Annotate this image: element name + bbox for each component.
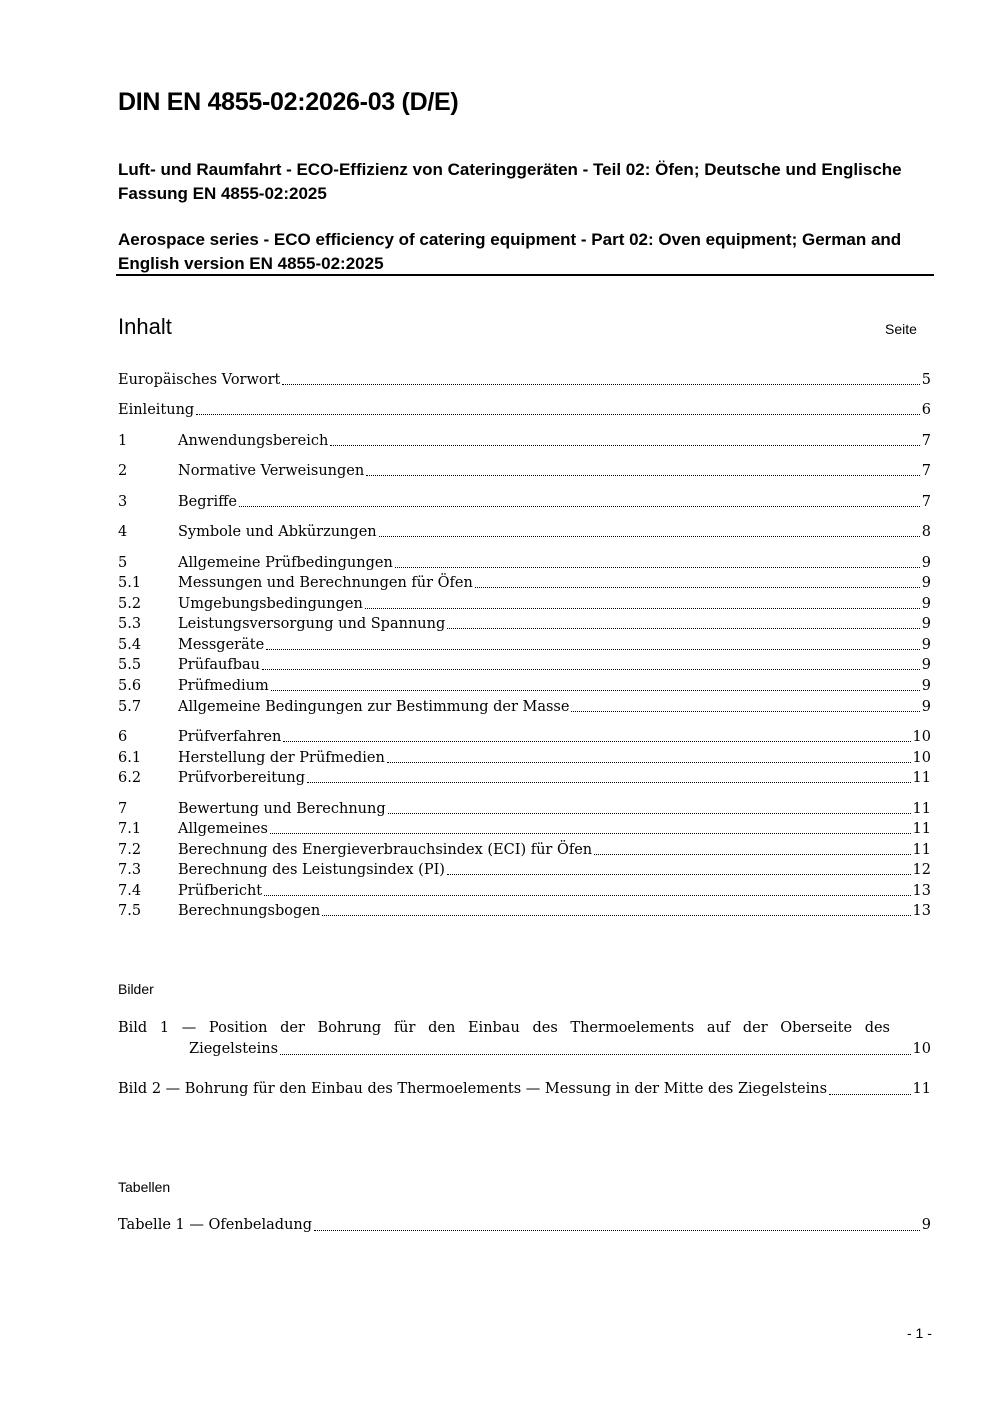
figure-entry-page: 10 [912,1041,931,1057]
toc-leader [594,854,910,855]
toc-entry[interactable] [118,370,931,390]
toc-entry-text: Allgemeines [178,821,268,837]
toc-entry-page: 10 [912,750,931,766]
toc-entry[interactable] [118,461,931,481]
toc-entry-number: 3 [118,494,128,510]
title-german: Luft- und Raumfahrt - ECO-Effizienz von Cateringgeräten - Teil 02: Öfen; Deutsche und Englische Fassung EN 4855-02:2025 [118,160,902,203]
toc-entry-number: 6 [118,729,128,745]
toc-entry-text: Berechnung des Energieverbrauchsindex (ECI) für Öfen [178,842,593,858]
title-divider [116,274,934,276]
toc-entry-text: Prüfaufbau [178,657,261,673]
figure-entry[interactable] [118,1018,931,1060]
title-english: Aerospace series - ECO efficiency of catering equipment - Part 02: Oven equipment; German and English version EN 4855-02:2025 [118,230,902,273]
toc-entry-number: 5.3 [118,616,142,632]
figure-entry-page: 11 [912,1081,931,1097]
toc-entry[interactable] [118,748,931,768]
toc-leader [280,1054,910,1055]
toc-entry-page: 11 [912,821,931,837]
toc-entry-text: Leistungsversorgung und Spannung [178,616,446,632]
toc-leader [330,445,919,446]
toc-entry[interactable] [118,553,931,573]
toc-entry-number: 7.4 [118,883,142,899]
figure-entry-text: Bild 2 — Bohrung für den Einbau des Thermoelements — Messung in der Mitte des Ziegelsteins [118,1081,828,1097]
toc-entry-number: 5.5 [118,657,142,673]
toc-entry-number: 6.1 [118,750,142,766]
toc-entry-number: 5.4 [118,637,142,653]
toc-entry-page: 11 [912,842,931,858]
toc-page-label: Seite [885,321,917,337]
toc-leader [447,874,911,875]
toc-leader [196,414,920,415]
table-entry[interactable] [118,1215,931,1236]
toc-leader [829,1094,911,1095]
toc-entry-page: 7 [921,463,931,479]
figures-heading: Bilder [118,981,154,997]
toc-leader [266,649,920,650]
toc-entry-text: Prüfbericht [178,883,263,899]
toc-entry[interactable] [118,697,931,717]
toc-entry[interactable] [118,431,931,451]
toc-entry-number: 7.2 [118,842,142,858]
toc-entry-number: 5.2 [118,596,142,612]
toc-entry-number: 7.1 [118,821,142,837]
toc-leader [366,475,920,476]
toc-entry[interactable] [118,901,931,921]
toc-entry-number: 1 [118,433,128,449]
toc-leader [379,536,920,537]
toc-entry[interactable] [118,799,931,819]
toc-entry-page: 8 [921,524,931,540]
toc-entry-text: Normative Verweisungen [178,463,365,479]
toc-entry-text: Messungen und Berechnungen für Öfen [178,575,473,591]
document-title: DIN EN 4855-02:2026-03 (D/E) [118,88,459,116]
toc-entry[interactable] [118,635,931,655]
toc-entry-text: Einleitung [118,402,195,418]
toc-entry-page: 9 [921,678,931,694]
toc-leader [475,587,920,588]
toc-entry-page: 9 [921,699,931,715]
toc-entry[interactable] [118,614,931,634]
toc-entry[interactable] [118,676,931,696]
toc-leader [395,567,920,568]
toc-entry-page: 6 [921,402,931,418]
toc-entry-number: 7.3 [118,862,142,878]
toc-entry-page: 13 [912,883,931,899]
toc-entry-text: Prüfverfahren [178,729,282,745]
toc-entry-text: Prüfvorbereitung [178,770,306,786]
toc-entry[interactable] [118,400,931,420]
figure-entry-text: Bild 1 — Position der Bohrung für den Einbau des Thermoelements auf der Oberseite des [118,1020,890,1036]
toc-entry-text: Umgebungsbedingungen [178,596,363,612]
toc-entry-text: Allgemeine Prüfbedingungen [178,555,393,571]
toc-leader [365,608,920,609]
toc-entry-page: 13 [912,903,931,919]
toc-entry[interactable] [118,655,931,675]
toc-entry-number: 5 [118,555,128,571]
toc-entry-number: 4 [118,524,128,540]
toc-entry-number: 6.2 [118,770,142,786]
toc-leader [571,711,919,712]
toc-entry-page: 9 [921,575,931,591]
toc-entry[interactable] [118,860,931,880]
toc-entry-text: Bewertung und Berechnung [178,801,386,817]
toc-entry[interactable] [118,594,931,614]
toc-entry[interactable] [118,840,931,860]
toc-leader [239,506,920,507]
toc-entry-page: 9 [921,555,931,571]
toc-entry-text: Anwendungsbereich [178,433,329,449]
toc-leader [314,1230,920,1231]
toc-entry[interactable] [118,819,931,839]
toc-entry[interactable] [118,492,931,512]
toc-leader [264,895,910,896]
toc-leader [447,628,920,629]
toc-entry-text: Herstellung der Prüfmedien [178,750,385,766]
toc-entry-page: 5 [921,372,931,388]
toc-entry-text: Berechnung des Leistungsindex (PI) [178,862,445,878]
toc-entry-page: 9 [921,637,931,653]
figure-entry-text-continued: Ziegelsteins [189,1041,279,1057]
toc-entry[interactable] [118,768,931,788]
toc-entry-number: 5.7 [118,699,142,715]
toc-entry-number: 5.6 [118,678,142,694]
toc-entry-page: 12 [912,862,931,878]
toc-leader [262,669,920,670]
toc-entry[interactable] [118,573,931,593]
toc-entry-page: 9 [921,616,931,632]
toc-leader [388,813,911,814]
toc-entry-text: Europäisches Vorwort [118,372,281,388]
toc-entry-text: Berechnungsbogen [178,903,321,919]
toc-leader [270,833,911,834]
toc-entry-number: 7.5 [118,903,142,919]
table-entry-text: Tabelle 1 — Ofenbeladung [118,1217,313,1233]
toc-entry-number: 5.1 [118,575,142,591]
toc-entry-number: 7 [118,801,128,817]
toc-entry-page: 11 [912,801,931,817]
toc-entry-text: Begriffe [178,494,237,510]
toc-leader [282,384,919,385]
toc-entry-number: 2 [118,463,128,479]
tables-heading: Tabellen [118,1179,171,1195]
toc-entry-page: 7 [921,494,931,510]
toc-entry-page: 7 [921,433,931,449]
toc-entry[interactable] [118,522,931,542]
toc-entry-page: 9 [921,596,931,612]
toc-entry-text: Prüfmedium [178,678,269,694]
toc-entry[interactable] [118,727,931,747]
page-number: - 1 - [907,1325,932,1341]
toc-entry-page: 11 [912,770,931,786]
table-entry-page: 9 [921,1217,931,1233]
toc-entry-page: 10 [912,729,931,745]
toc-leader [307,782,911,783]
toc-leader [283,741,910,742]
toc-entry[interactable] [118,881,931,901]
figure-entry[interactable] [118,1079,931,1100]
toc-entry-text: Allgemeine Bedingungen zur Bestimmung der Masse [178,699,570,715]
toc-entry-text: Symbole und Abkürzungen [178,524,377,540]
toc-entry-page: 9 [921,657,931,673]
toc-leader [271,690,920,691]
toc-entry-text: Messgeräte [178,637,265,653]
toc-leader [322,915,910,916]
toc-heading: Inhalt [118,314,172,339]
toc-leader [387,762,911,763]
